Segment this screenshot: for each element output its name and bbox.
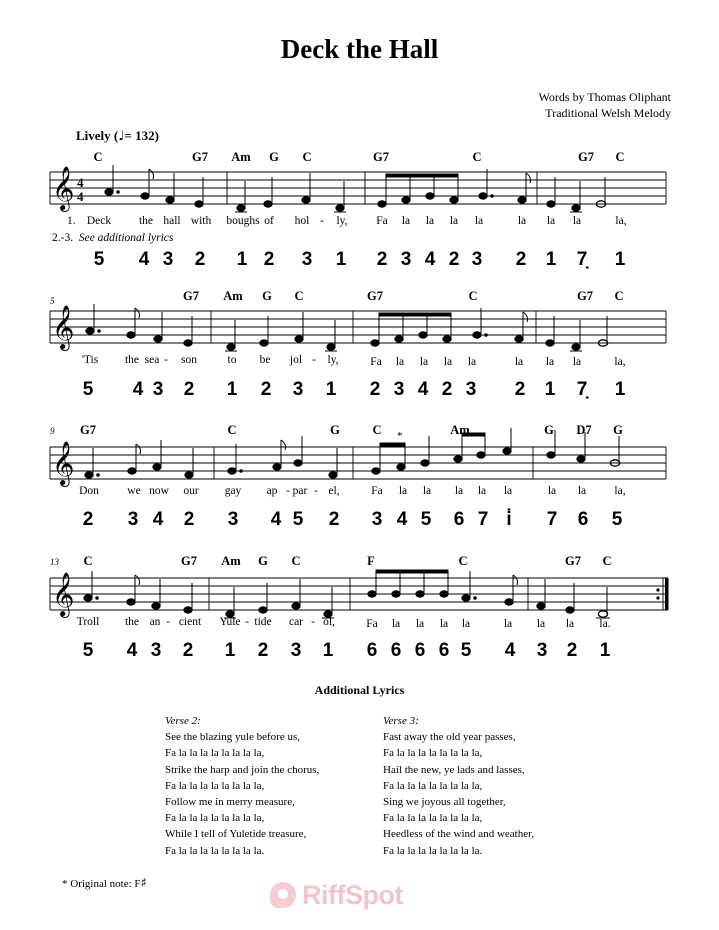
lyric-syllable: an — [149, 616, 161, 628]
lyric-syllable: be — [259, 354, 271, 366]
footnote — [62, 876, 147, 891]
chord-symbol: Am — [223, 289, 243, 303]
verse-line: Fa la la la la la la la la, — [383, 779, 483, 792]
scale-degree: 5 — [420, 509, 432, 530]
lyric-syllable: la — [517, 215, 527, 227]
lyric-syllable: la — [391, 618, 401, 630]
verse-3-block — [383, 713, 534, 859]
scale-degree: 1 — [226, 379, 238, 400]
scale-degree: 2 — [82, 509, 94, 530]
chord-symbol: G7 — [192, 150, 208, 164]
final-barline — [665, 578, 669, 610]
music-system-2 — [0, 284, 719, 424]
chord-symbol: G — [544, 423, 554, 437]
scale-degree: 3 — [465, 379, 477, 400]
verse-line: Sing we joyous all together, — [383, 796, 506, 809]
measure-number: 9 — [50, 426, 55, 436]
scale-degree: 4 — [138, 249, 150, 270]
lyric-syllable: la — [536, 618, 546, 630]
scale-degree: 1 — [236, 249, 248, 270]
scale-degree: 6 — [438, 640, 450, 661]
lyric-syllable: la — [419, 356, 429, 368]
chord-symbol: G7 — [373, 150, 389, 164]
svg-text:4: 4 — [77, 189, 84, 204]
chord-symbol: C — [458, 554, 468, 568]
scale-degree: 6 — [453, 509, 465, 530]
lyric-syllable: to — [227, 354, 237, 366]
scale-degree: 1 — [599, 640, 611, 661]
lyric-syllable: Fa — [370, 356, 382, 368]
additional-lyrics-heading: Additional Lyrics — [314, 683, 405, 697]
lyric-syllable: la — [443, 356, 453, 368]
lyric-syllable: the — [124, 354, 140, 366]
chord-symbol: Am — [221, 554, 241, 568]
composer-credit: Traditional Welsh Melody — [545, 106, 671, 120]
scale-degree: 5 — [82, 640, 94, 661]
lyric-syllable: hol — [294, 215, 310, 227]
lyric-syllable: la — [477, 485, 487, 497]
verse-line: Fast away the old year passes, — [383, 731, 516, 744]
lyric-syllable: we — [127, 485, 141, 497]
lyric-syllable: of — [264, 215, 274, 227]
chord-symbol: G — [330, 423, 340, 437]
tempo-bpm: = 132 — [124, 128, 155, 143]
lyric-syllable: el, — [328, 485, 340, 497]
scale-degree: 1 — [545, 249, 557, 270]
lyric-syllable: la — [572, 356, 582, 368]
chord-symbol: C — [93, 150, 103, 164]
scale-degree: 2 — [257, 640, 269, 661]
scale-degree: 2 — [183, 509, 195, 530]
verse-line: Heedless of the wind and weather, — [383, 828, 535, 841]
lyric-hyphen: - — [164, 354, 168, 366]
chord-symbol: C — [472, 150, 482, 164]
scale-degree: 1 — [224, 640, 236, 661]
scale-degree: 3 — [471, 249, 483, 270]
scale-degree: 2 — [441, 379, 453, 400]
lyric-hyphen: - — [314, 485, 318, 497]
scale-degree: 1 — [322, 640, 334, 661]
lyric-syllable: ol, — [323, 616, 335, 628]
tempo-marking: Lively (♩= 132) — [76, 128, 159, 144]
chord-symbol: G — [269, 150, 279, 164]
lyric-syllable: Fa — [371, 485, 383, 497]
chord-symbol: G7 — [367, 289, 383, 303]
scale-degree: 2 — [376, 249, 388, 270]
verse-range — [52, 232, 173, 244]
lyric-syllable: jol — [289, 354, 303, 366]
verse-line: Fa la la la la la la la la, — [383, 747, 483, 760]
chord-symbol: C — [83, 554, 93, 568]
chord-symbol: C — [372, 423, 382, 437]
chord-symbol: G7 — [183, 289, 199, 303]
scale-degree: 2 — [194, 249, 206, 270]
lyric-syllable: la — [565, 618, 575, 630]
chord-symbol: G7 — [577, 289, 593, 303]
verse-line: Fa la la la la la la la la, — [165, 779, 265, 792]
scale-degree: 2 — [566, 640, 578, 661]
treble-clef-icon: 𝄞 — [52, 441, 75, 485]
lyric-syllable: la — [449, 215, 459, 227]
scale-degree: 7 — [546, 509, 558, 530]
chord-symbol: G — [262, 289, 272, 303]
lyric-syllable: la — [422, 485, 432, 497]
scale-degree: i̇ — [506, 509, 512, 530]
verse-3-label: Verse 3: — [383, 715, 419, 727]
sharp-icon: ♯ — [140, 876, 147, 891]
scale-degree: 2 — [369, 379, 381, 400]
chord-symbol: G — [258, 554, 268, 568]
quarter-note-icon: ♩ — [118, 129, 125, 144]
treble-clef-icon: 𝄞 — [52, 305, 75, 349]
verse-line: Strike the harp and join the chorus, — [165, 763, 320, 776]
staff-4 — [0, 551, 719, 691]
lyric-hyphen: - — [245, 616, 249, 628]
scale-degree: 6 — [390, 640, 402, 661]
scale-degree: 5 — [460, 640, 472, 661]
chord-symbol: C — [468, 289, 478, 303]
lyric-syllable: Fa — [376, 215, 388, 227]
chord-symbol: C — [291, 554, 301, 568]
lyric-syllable: with — [190, 215, 212, 227]
chord-symbol: C — [302, 150, 312, 164]
lyric-hyphen: - — [312, 354, 316, 366]
measure-number: 13 — [50, 557, 59, 567]
lyric-syllable: Don — [79, 485, 99, 497]
lyric-syllable: the — [124, 616, 140, 628]
lyric-syllable: la — [503, 618, 513, 630]
see-additional-lyrics-note: See additional lyrics — [78, 232, 174, 244]
logo-text: RiffSpot — [302, 880, 403, 910]
verse-range-number: 2.-3. — [52, 232, 74, 244]
lyric-syllable: la — [514, 356, 524, 368]
verse-line: Fa la la la la la la la la, — [165, 747, 265, 760]
lyric-syllable: la — [545, 356, 555, 368]
lyric-syllable: la — [425, 215, 435, 227]
lyric-syllable: la — [467, 356, 477, 368]
verse-line: See the blazing yule before us, — [165, 731, 301, 744]
lyric-syllable: la — [415, 618, 425, 630]
treble-clef-icon: 𝄞 — [52, 166, 75, 210]
scale-degree: 1 — [614, 249, 626, 270]
scale-degree: 3 — [150, 640, 162, 661]
verse-line: Hail the new, ye lads and lasses, — [383, 763, 525, 776]
lyric-syllable: la — [547, 485, 557, 497]
footnote-text: * Original note: F — [62, 878, 141, 890]
lyric-syllable: hall — [163, 215, 181, 227]
chord-symbol: C — [614, 289, 624, 303]
lyric-syllable: la — [395, 356, 405, 368]
treble-clef-icon: 𝄞 — [52, 572, 75, 616]
scale-degree: 4 — [270, 509, 282, 530]
scale-degree: 3 — [292, 379, 304, 400]
scale-degree: 5 — [93, 249, 105, 270]
scale-degree: 2 — [515, 249, 527, 270]
scale-degree: 4 — [132, 379, 144, 400]
scale-degree: 3 — [301, 249, 313, 270]
scale-degree: 4 — [504, 640, 516, 661]
lyric-syllable: car — [288, 616, 304, 628]
scale-degree: 5 — [611, 509, 623, 530]
lyric-hyphen: - — [320, 215, 324, 227]
guitar-pick-icon — [270, 882, 296, 908]
staff-2 — [0, 284, 719, 424]
scale-degree: 2 — [263, 249, 275, 270]
verse-number: 1. — [67, 215, 76, 227]
chord-symbol: F — [367, 554, 375, 568]
lyric-syllable: Deck — [86, 215, 112, 227]
scale-degree: 4 — [152, 509, 164, 530]
scale-degree: 3 — [400, 249, 412, 270]
riffspot-logo — [270, 880, 403, 911]
lyric-hyphen: - — [166, 616, 170, 628]
scale-degree: 7̣ — [576, 379, 588, 400]
scale-degree: 2 — [260, 379, 272, 400]
chord-symbol: C — [602, 554, 612, 568]
lyric-syllable: la, — [615, 215, 627, 227]
verse-line: While I tell of Yuletide treasure, — [165, 828, 307, 841]
scale-degree: 2 — [448, 249, 460, 270]
lyric-syllable: Troll — [76, 616, 100, 628]
scale-degree: 1 — [544, 379, 556, 400]
lyric-syllable: 'Tis — [81, 354, 99, 366]
lyric-syllable: ly, — [336, 215, 348, 227]
lyric-syllable: la, — [614, 356, 626, 368]
music-system-1 — [0, 145, 719, 285]
scale-degree: 1 — [335, 249, 347, 270]
chord-symbol: G7 — [565, 554, 581, 568]
original-note-marker: * — [397, 430, 403, 442]
chord-symbol: C — [294, 289, 304, 303]
verse-line: Fa la la la la la la la la. — [165, 844, 265, 857]
lyric-syllable: la, — [614, 485, 626, 497]
verse-line: Follow me in merry measure, — [165, 796, 295, 809]
music-system-3 — [0, 420, 719, 560]
chord-symbol: Am — [231, 150, 251, 164]
scale-degree: 4 — [417, 379, 429, 400]
lyric-syllable: la — [577, 485, 587, 497]
scale-degree: 3 — [227, 509, 239, 530]
scale-degree: 3 — [371, 509, 383, 530]
lyric-syllable: sea — [144, 354, 160, 366]
scale-degree: 5 — [82, 379, 94, 400]
chord-symbol: D7 — [576, 423, 592, 437]
scale-degree: 4 — [396, 509, 408, 530]
lyric-syllable: Fa — [366, 618, 378, 630]
verse-line: Fa la la la la la la la la, — [165, 812, 265, 825]
chord-symbol: G7 — [80, 423, 96, 437]
lyric-hyphen: - — [311, 616, 315, 628]
scale-degree: 6 — [577, 509, 589, 530]
scale-degree: 2 — [182, 640, 194, 661]
lyric-hyphen: - — [286, 485, 290, 497]
lyric-syllable: the — [138, 215, 154, 227]
chord-symbol: C — [227, 423, 237, 437]
lyric-syllable: par — [292, 485, 308, 497]
lyric-syllable: la — [503, 485, 513, 497]
lyric-syllable: la — [461, 618, 471, 630]
chord-symbol: C — [615, 150, 625, 164]
scale-degree: 5 — [292, 509, 304, 530]
scale-degree: 3 — [127, 509, 139, 530]
scale-degree: 3 — [152, 379, 164, 400]
lyric-syllable: la — [572, 215, 582, 227]
lyric-syllable: la — [546, 215, 556, 227]
lyric-syllable: gay — [224, 485, 242, 497]
scale-degree: 4 — [126, 640, 138, 661]
lyric-syllable: ap — [266, 485, 278, 497]
scale-degree: 1 — [325, 379, 337, 400]
lyric-syllable: la. — [599, 618, 611, 630]
scale-degree: 1 — [614, 379, 626, 400]
chord-symbol: G7 — [578, 150, 594, 164]
lyric-syllable: boughs — [226, 215, 260, 227]
tempo-label: Lively — [76, 128, 111, 143]
measure-number: 5 — [50, 296, 55, 306]
staff-3 — [0, 420, 719, 560]
verse-line: Fa la la la la la la la la, — [383, 812, 483, 825]
chord-symbol: G — [613, 423, 623, 437]
lyric-syllable: la — [401, 215, 411, 227]
lyric-syllable: now — [149, 485, 169, 497]
lyric-syllable: our — [183, 485, 199, 497]
lyric-syllable: tide — [254, 616, 272, 628]
scale-degree: 2 — [183, 379, 195, 400]
lyric-syllable: la — [454, 485, 464, 497]
music-system-4 — [0, 551, 719, 691]
scale-degree: 6 — [366, 640, 378, 661]
scale-degree: 2 — [514, 379, 526, 400]
lyric-syllable: la — [439, 618, 449, 630]
lyric-syllable: cient — [178, 616, 202, 628]
lyricist-credit: Words by Thomas Oliphant — [538, 90, 671, 104]
lyric-syllable: son — [181, 354, 197, 366]
scale-degree: 3 — [290, 640, 302, 661]
lyric-syllable: la — [474, 215, 484, 227]
scale-degree: 7̣ — [576, 249, 588, 270]
scale-degree: 6 — [414, 640, 426, 661]
lyric-syllable: ly, — [327, 354, 339, 366]
scale-degree: 2 — [328, 509, 340, 530]
scale-degree: 3 — [536, 640, 548, 661]
verse-line: Fa la la la la la la la la. — [383, 844, 483, 857]
scale-degree: 3 — [162, 249, 174, 270]
scale-degree: 3 — [393, 379, 405, 400]
song-title: Deck the Hall — [280, 34, 439, 64]
svg-text:4: 4 — [77, 175, 84, 190]
verse-2-block — [165, 713, 319, 859]
lyric-syllable: la — [398, 485, 408, 497]
chord-symbol: Am — [450, 423, 470, 437]
verse-2-label: Verse 2: — [165, 715, 201, 727]
scale-degree: 7 — [477, 509, 489, 530]
chord-symbol: G7 — [181, 554, 197, 568]
scale-degree: 4 — [424, 249, 436, 270]
lyric-syllable: Yule — [219, 616, 241, 628]
